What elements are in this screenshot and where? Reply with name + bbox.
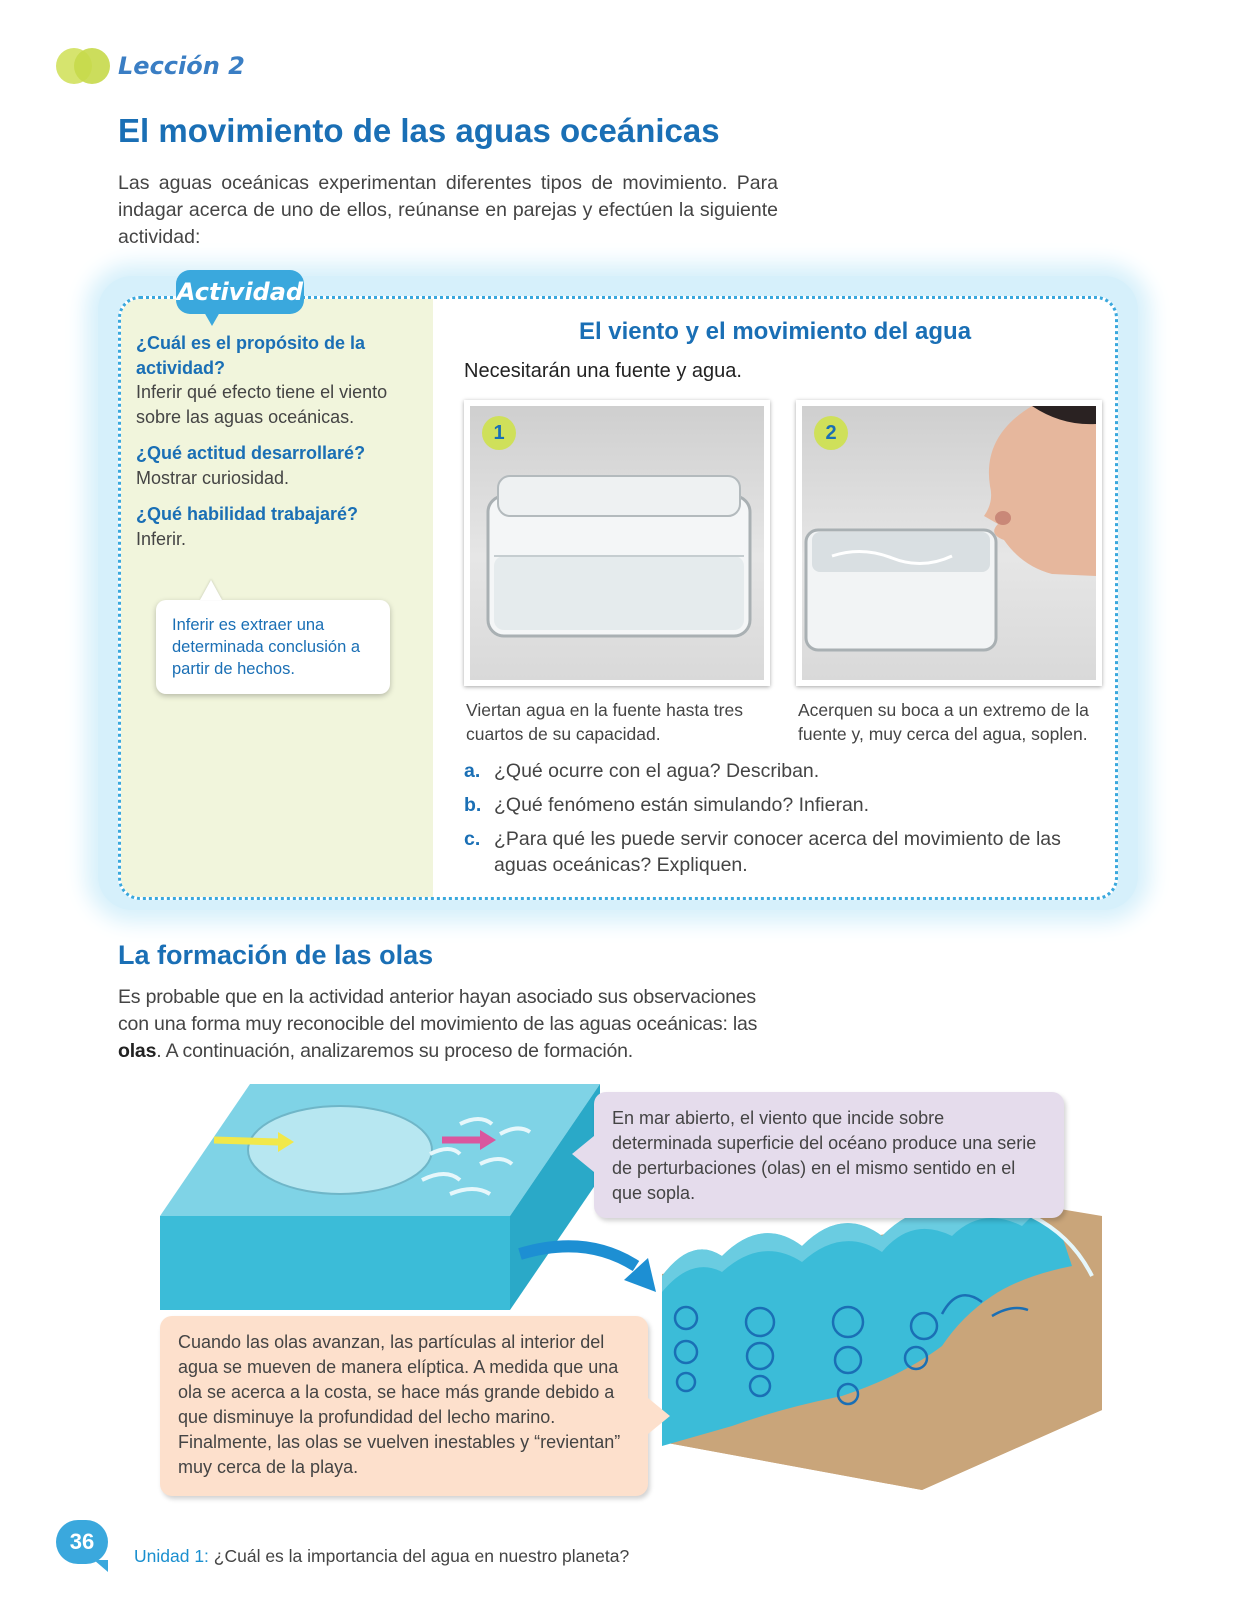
open-sea-callout: En mar abierto, el viento que incide sobre determinada superficie del océano produce una serie de perturbaciones (olas) en el mismo sentido en el que sopla.: [594, 1092, 1064, 1218]
question-list: [464, 758, 1104, 886]
list-item: b. ¿Qué fenómeno están simulando? Infieran.: [464, 794, 870, 816]
photo-step-2: [796, 400, 1102, 686]
page-number: 36: [56, 1520, 108, 1564]
lesson-circles-icon: [56, 46, 110, 86]
photo-step-1: [464, 400, 770, 686]
skill-question: ¿Qué habilidad trabajaré?: [136, 504, 359, 524]
step-1-caption: Viertan agua en la fuente hasta tres cuartos de su capacidad.: [466, 700, 743, 744]
list-item: a. ¿Qué ocurre con el agua? Describan.: [464, 760, 820, 782]
purpose-block: [136, 331, 426, 429]
person-blowing-icon: [802, 406, 1096, 680]
glass-dish-icon: [470, 406, 764, 680]
skill-answer: Inferir.: [136, 528, 187, 549]
list-item: c. ¿Para qué les puede servir conocer acerca del movimiento de las aguas oceánicas? Expliquen.: [464, 828, 1061, 876]
waves-paragraph: Es probable que en la actividad anterior hayan asociado sus observaciones con una forma muy reconocible del movimiento de las aguas oceánicas: las olas. A continuación, analizaremos su proceso de formación.: [118, 986, 758, 1062]
activity-title: El viento y el movimiento del agua: [578, 318, 972, 345]
skill-block: [136, 502, 426, 551]
step-number-badge: 1: [482, 416, 516, 450]
coast-callout: Cuando las olas avanzan, las partículas al interior del agua se mueven de manera elíptica. A medida que una ola se acerca a la costa, se hace más grande debido a que disminuye la profundidad del lecho marino. Finalmente, las olas se vuelven inestables y “revientan” muy cerca de la playa.: [160, 1316, 648, 1496]
attitude-question: ¿Qué actitud desarrollaré?: [136, 443, 366, 463]
purpose-question: ¿Cuál es el propósito de la actividad?: [136, 333, 366, 378]
section-title: La formación de las olas: [118, 940, 434, 970]
transition-arrow-icon: [516, 1232, 666, 1302]
footer-unit: Unidad 1: ¿Cuál es la importancia del agua en nuestro planeta?: [134, 1546, 630, 1566]
materials-text: Necesitarán una fuente y agua.: [464, 360, 742, 382]
lesson-label: Lección 2: [118, 52, 245, 80]
attitude-answer: Mostrar curiosidad.: [136, 467, 290, 488]
tip-callout: Inferir es extraer una determinada conclusión a partir de hechos.: [156, 600, 390, 694]
step-2-caption: Acerquen su boca a un extremo de la fuente y, muy cerca del agua, soplen.: [798, 700, 1089, 744]
intro-paragraph: Las aguas oceánicas experimentan diferentes tipos de movimiento. Para indagar acerca de uno de ellos, reúnanse en parejas y efectúen la siguiente actividad:: [118, 172, 778, 248]
activity-tab: Actividad: [176, 270, 304, 314]
purpose-answer: Inferir qué efecto tiene el viento sobre las aguas oceánicas.: [136, 382, 388, 427]
step-number-badge: 2: [814, 416, 848, 450]
lesson-tag: [56, 46, 245, 86]
page-title: El movimiento de las aguas oceánicas: [118, 112, 720, 149]
attitude-block: [136, 441, 426, 490]
wave-cross-section-illustration: [662, 1176, 1102, 1490]
